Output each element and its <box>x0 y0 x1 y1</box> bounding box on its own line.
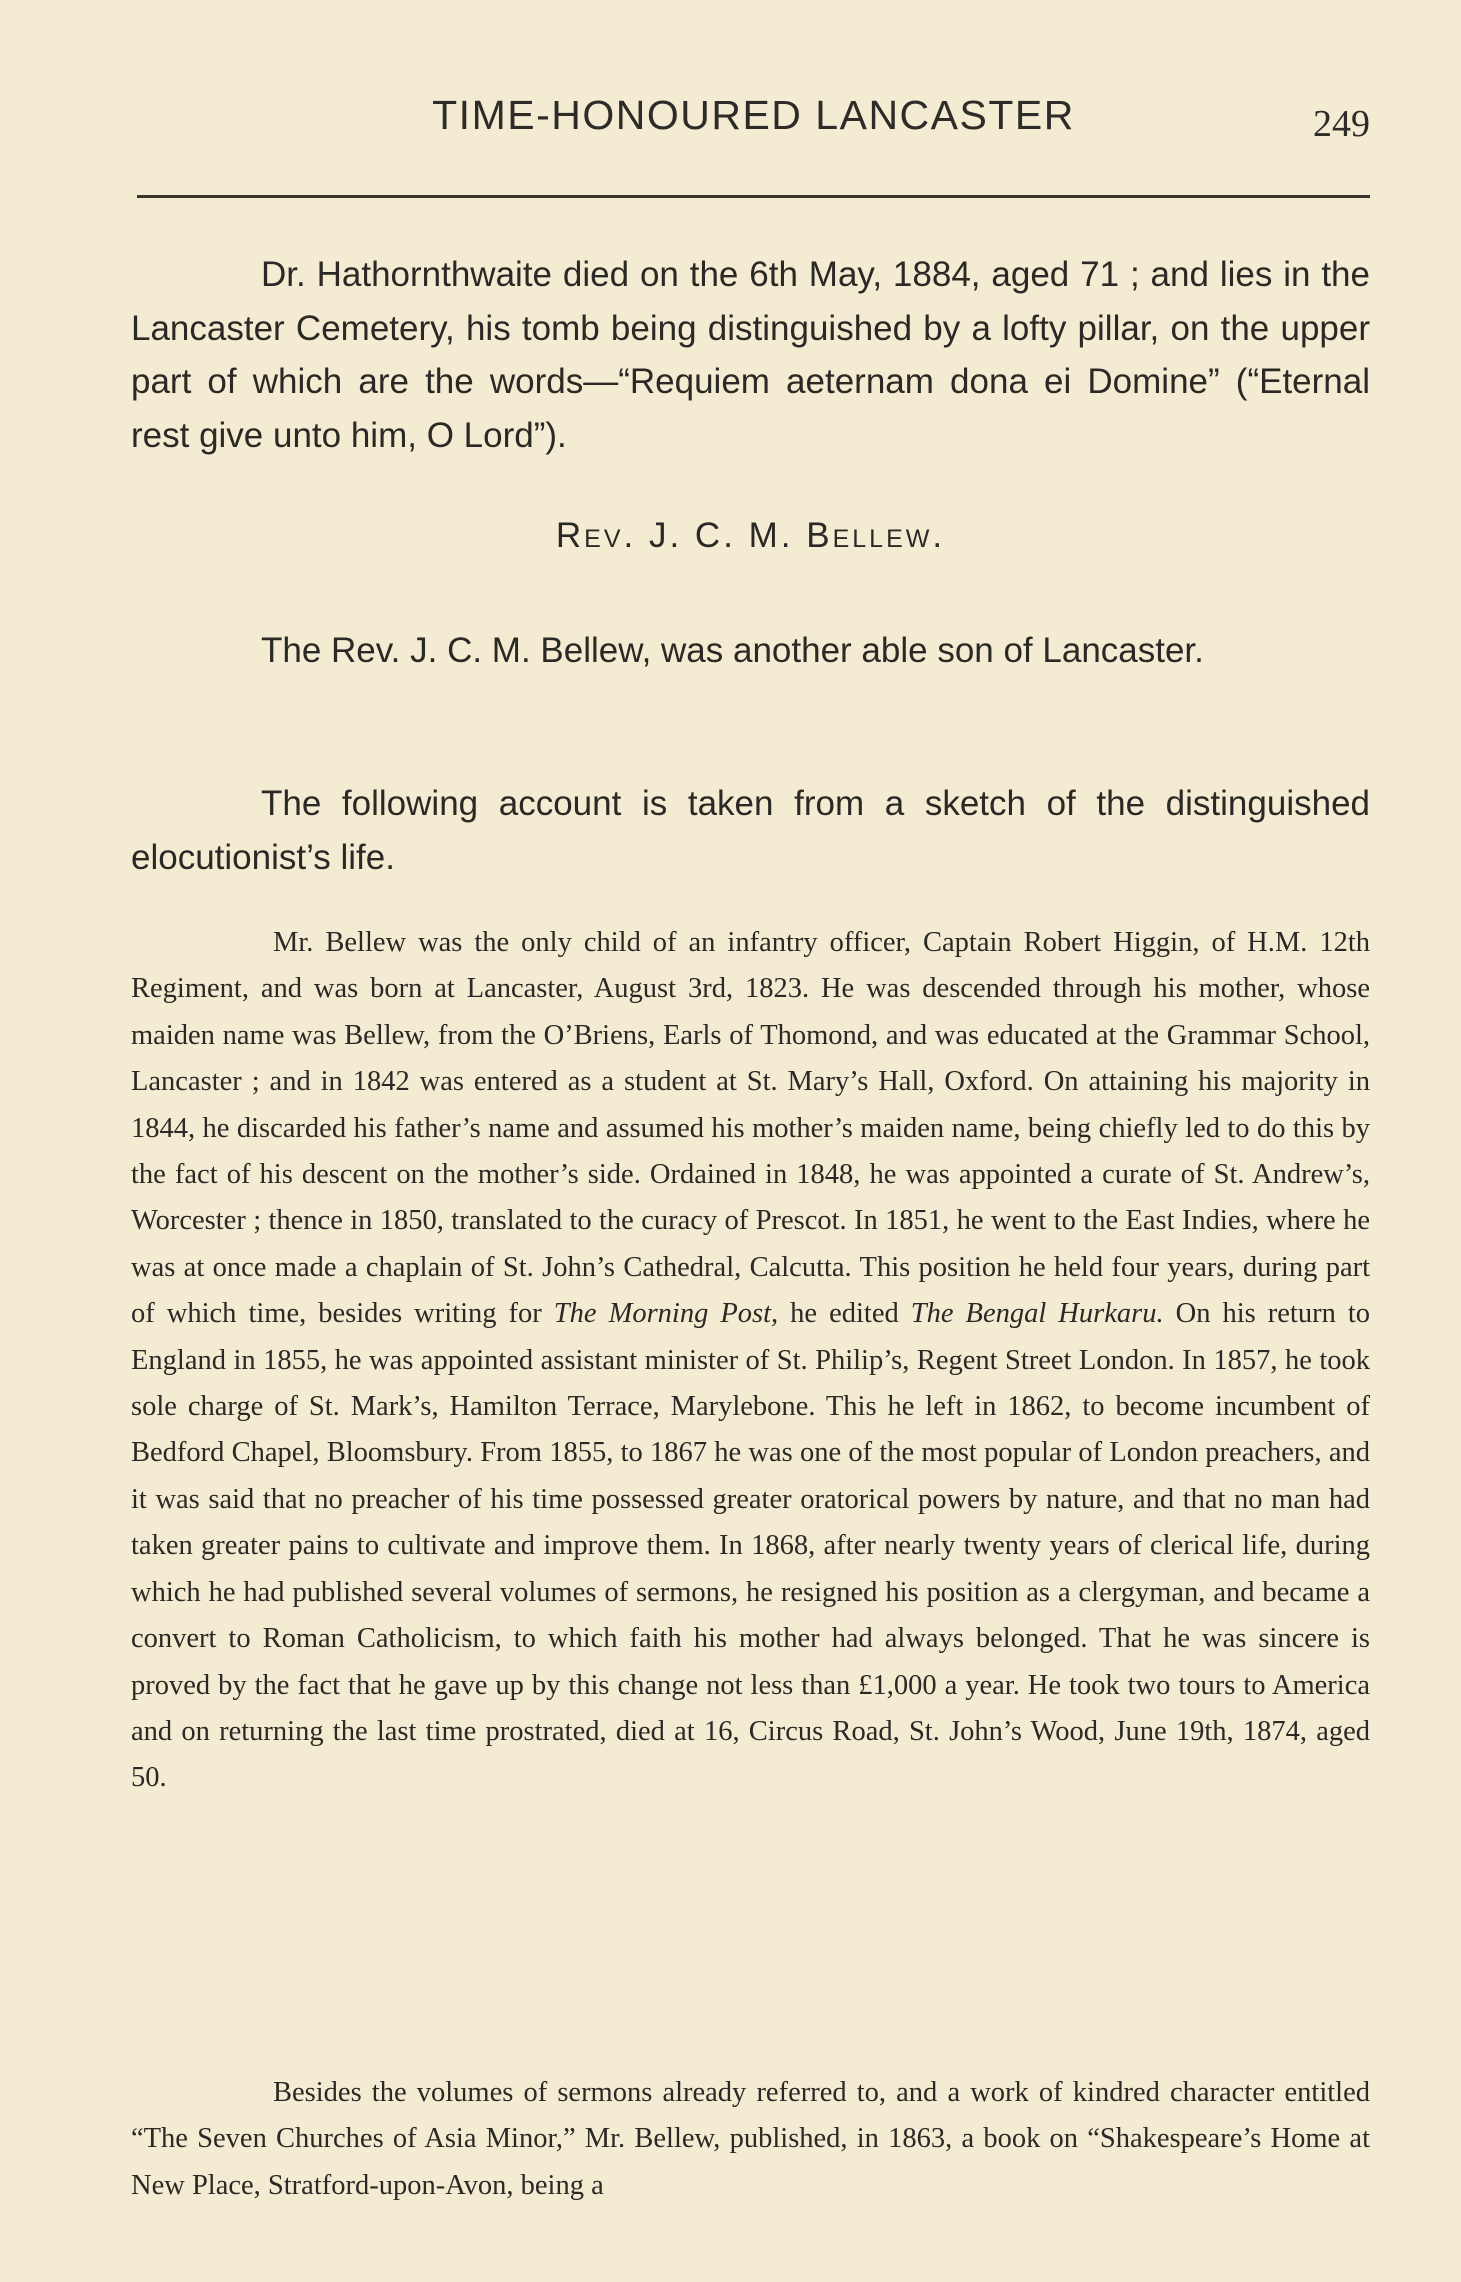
biography-text-part-3: On his return to England in 1855, he was appointed assistant minister of St. Philip’s, Regent Street London. In 1857, he took sole charge of St. Mark’s, Hamilton Terrace, Marylebone. This he left in 1862, to become incumbent of Bedford Chapel, Bloomsbury. From 1855, to 1867 he was one of the most popular of London preachers, and it was said that no preacher of his time possessed greater oratorical powers by nature, and that no man had taken greater pains to cultivate and improve them. In 1868, after nearly twenty years of clerical life, during which he had published several volumes of sermons, he resigned his position as a clergyman, and became a convert to Roman Catholicism, to which faith his mother had always belonged. That he was sincere is proved by the fact that he gave up by this change not less than £1,000 a year. He took two tours to America and on returning the last time prostrated, died at 16, Circus Road, St. John’s Wood, June 19th, 1874, aged 50. <box>131 1298 1371 1794</box>
biography-text-part-1: Mr. Bellew was the only child of an infantry officer, Captain Robert Higgin, of H.M. 12th Regiment, and was born at Lancaster, August 3rd, 1823. He was descended through his mother, whose maiden name was Bellew, from the O’Briens, Earls of Thomond, and was educated at the Grammar School, Lancaster ; and in 1842 was entered as a student at St. Mary’s Hall, Oxford. On attaining his majority in 1844, he discarded his father’s name and assumed his mother’s maiden name, being chiefly led to do this by the fact of his descent on the mother’s side. Ordained in 1848, he was appointed a curate of St. Andrew’s, Worcester ; thence in 1850, translated to the curacy of Prescot. In 1851, he went to the East Indies, where he was at once made a chaplain of St. John’s Cathedral, Calcutta. This position he held four years, during part of which time, besides writing for <box>131 927 1370 1330</box>
paragraph-bellew-publications: Besides the volumes of sermons already referred to, and a work of kindred character entitled “The Seven Churches of Asia Minor,” Mr. Bellew, published, in 1863, a book on “Shakespeare’s Home at New Place, Stratford-upon-Avon, being a <box>131 2077 1370 2201</box>
page-header <box>137 92 1370 152</box>
header-rule <box>137 195 1370 198</box>
page-number: 249 <box>1313 103 1370 145</box>
paragraph-account-source: The following account is taken from a sketch of the distinguished elocutionist’s life. <box>131 784 1370 877</box>
running-title: TIME-HONOURED LANCASTER <box>432 92 1075 138</box>
quoted-biography <box>131 920 1370 1802</box>
biography-text-part-2: he edited <box>778 1298 911 1330</box>
newspaper-title-morning-post: The Morning Post, <box>553 1298 779 1330</box>
newspaper-title-bengal-hurkaru: The Bengal Hurkaru. <box>910 1298 1164 1330</box>
paragraph-bellew-intro: The Rev. J. C. M. Bellew, was another able son of Lancaster. <box>261 631 1204 670</box>
paragraph-hathornthwaite-death: Dr. Hathornthwaite died on the 6th May, 1884, aged 71 ; and lies in the Lancaster Cemetery, his tomb being distinguished by a lofty pillar, on the upper part of which are the words—“Requiem aeternam dona ei Domine” (“Eternal rest give unto him, O Lord”). <box>131 255 1370 455</box>
section-heading-bellew: Rev. J. C. M. Bellew. <box>555 516 946 555</box>
